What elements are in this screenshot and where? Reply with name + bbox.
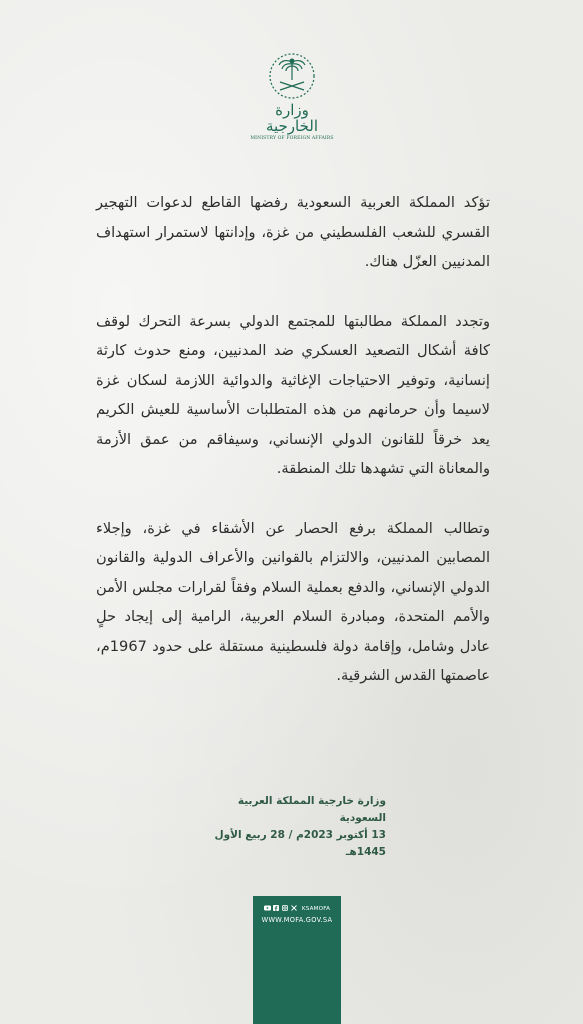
signature-date: 13 أكتوبر 2023م / 28 ربيع الأول 1445هـ bbox=[214, 829, 386, 858]
ministry-logo bbox=[250, 50, 334, 141]
ministry-title-ar: وزارة الخارجية bbox=[265, 101, 319, 135]
signature-ministry: وزارة خارجية المملكة العربية السعودية bbox=[237, 795, 386, 824]
youtube-icon[interactable] bbox=[264, 905, 271, 912]
footer-panel bbox=[253, 896, 341, 1024]
statement-paragraph-1: تؤكد المملكة العربية السعودية رفضها القاطع لدعوات التهجير القسري للشعب الفلسطيني من غزة، وإدانتها لاستمرار استهداف المدنيين العزّل هناك. bbox=[96, 194, 490, 270]
social-handle: KSAMOFA bbox=[301, 905, 331, 912]
x-icon[interactable] bbox=[291, 905, 298, 912]
social-links bbox=[253, 905, 341, 912]
statement-body bbox=[96, 188, 490, 721]
website-link[interactable]: WWW.MOFA.GOV.SA bbox=[261, 916, 333, 924]
ministry-title-en: MINISTRY OF FOREIGN AFFAIRS bbox=[250, 136, 334, 141]
saudi-emblem-icon bbox=[266, 50, 318, 102]
signature-block bbox=[190, 793, 386, 861]
instagram-icon[interactable] bbox=[282, 905, 289, 912]
statement-paragraph-2: وتجدد المملكة مطالبتها للمجتمع الدولي بسرعة التحرك لوقف كافة أشكال التصعيد العسكري ضد المدنيين، ومنع حدوث كارثة إنسانية، وتوفير الاحتياجات الإغاثية والدوائية اللازمة لسكان غزة لاسيما وأن حرمانهم من هذه المتطلبات الأساسية للعيش الكريم يعد خرقاً للقانون الدولي الإنساني، وسيفاقم من عمق الأزمة والمعاناة التي تشهدها تلك المنطقة. bbox=[96, 312, 490, 477]
statement-paragraph-3: وتطالب المملكة برفع الحصار عن الأشقاء في غزة، وإجلاء المصابين المدنيين، والالتزام بالقوانين والأعراف الدولية والقانون الدولي الإنساني، والدفع بعملية السلام وفقاً لقرارات مجلس الأمن والأمم المتحدة، ومبادرة السلام العربية، الرامية إلى إيجاد حلٍ عادل وشامل، وإقامة دولة فلسطينية مستقلة على حدود 1967م، عاصمتها القدس الشرقية. bbox=[96, 519, 490, 684]
facebook-icon[interactable] bbox=[273, 905, 280, 912]
